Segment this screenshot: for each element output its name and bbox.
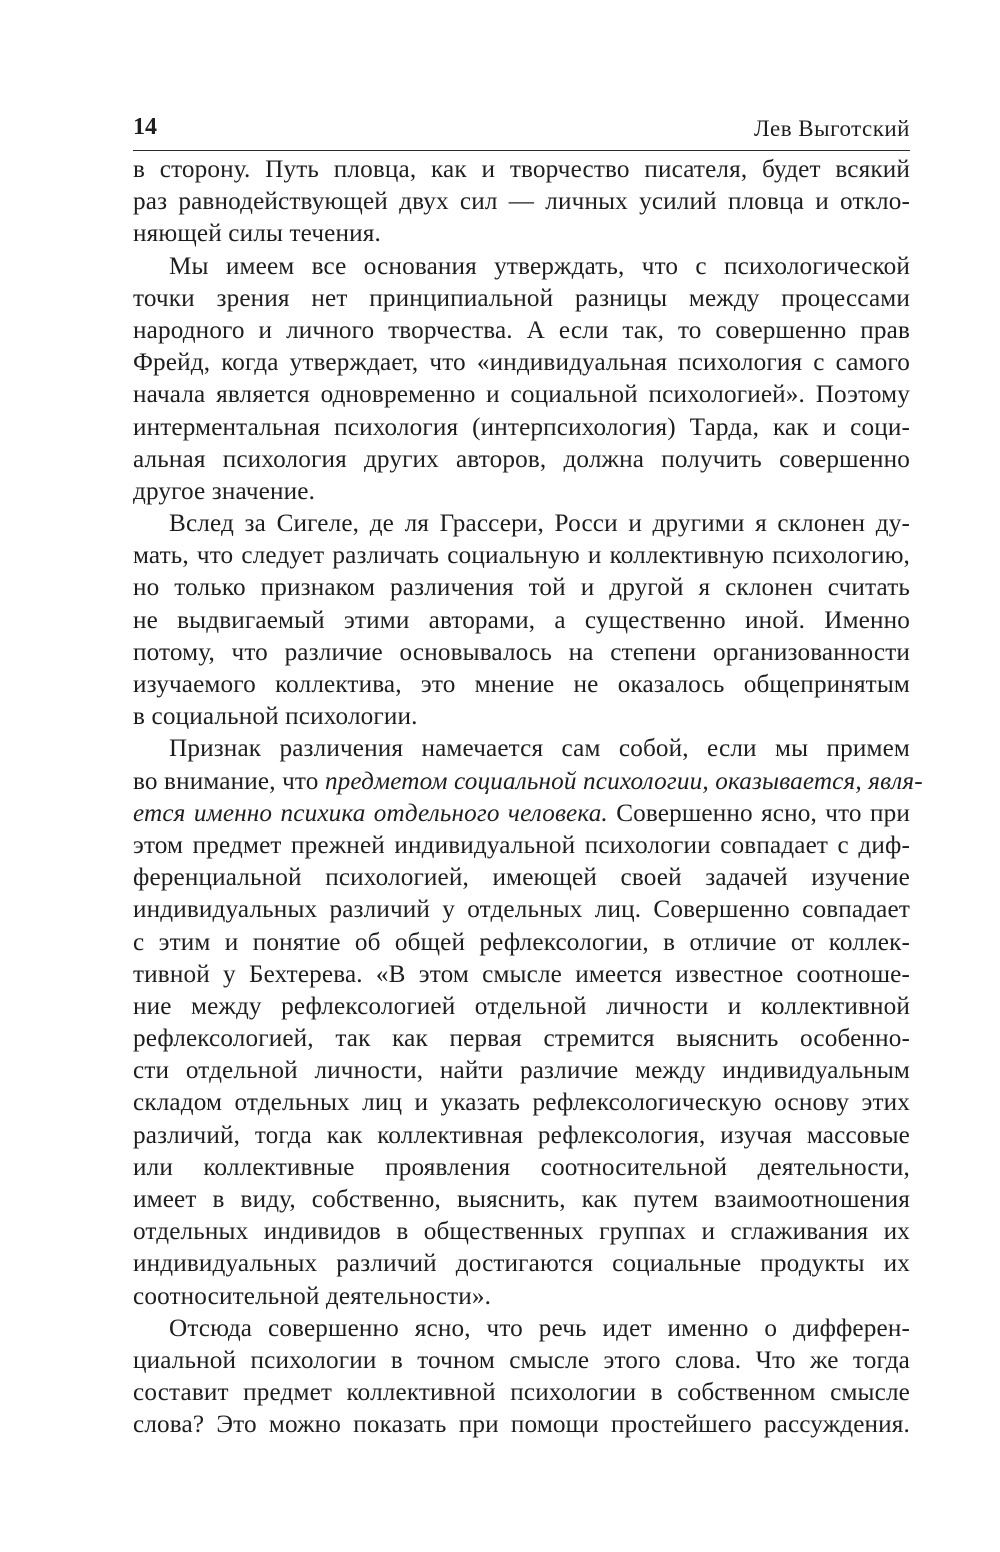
text-line: ференциальной психологией, имеющей своей задачей изучение	[133, 864, 910, 892]
text-line	[133, 798, 910, 830]
text-line: другое значение.	[133, 477, 316, 505]
text-line: имеет в виду, собственно, выяснить, как путем взаимоотношения	[133, 1186, 910, 1213]
text-line: Признак различения намечается сам собой, если мы примем	[169, 735, 910, 763]
page-number: 14	[133, 114, 157, 140]
text-line: рефлексологией, так как первая стремится выяснить особенно-	[133, 1025, 910, 1053]
text-line: народного и личного творчества. А если так, то совершенно прав	[133, 316, 910, 344]
text-line: в социальной психологии.	[133, 703, 418, 731]
text-span: Совершенно ясно, что при	[607, 799, 910, 827]
text-line: ние между рефлексологией отдельной личности и коллективной	[133, 992, 910, 1020]
text-line: этом предмет прежней индивидуальной психологии совпадает с диф-	[133, 831, 910, 859]
text-line: Отсюда совершенно ясно, что речь идет именно о дифферен-	[169, 1314, 910, 1342]
text-line: с этим и понятие об общей рефлексологии, в отличие от коллек-	[133, 928, 910, 956]
body-text	[133, 154, 923, 1442]
text-line: начала является одновременно и социальной психологией». Поэтому	[133, 381, 910, 409]
text-span: во внимание, что	[133, 767, 325, 795]
text-line: сти отдельной личности, найти различие между индивидуальным	[133, 1057, 910, 1085]
text-line: Фрейд, когда утверждает, что «индивидуальная психология с самого	[133, 349, 910, 377]
text-line: соотносительной деятельности».	[133, 1282, 492, 1310]
text-line: составит предмет коллективной психологии в собственном смысле	[133, 1379, 910, 1407]
text-line: альная психология других авторов, должна получить совершенно	[133, 445, 910, 473]
text-line: потому, что различие основывалось на степени организованности	[133, 638, 910, 666]
text-line: Вслед за Сигеле, де ля Грассери, Росси и другими я склонен ду-	[169, 510, 910, 538]
text-line: или коллективные проявления соотносительной деятельности,	[133, 1153, 910, 1181]
text-line: но только признаком различения той и другой я склонен считать	[133, 574, 910, 602]
text-line: отдельных индивидов в общественных группах и сглаживания их	[133, 1218, 910, 1246]
text-line: не выдвигаемый этими авторами, а существенно иной. Именно	[133, 606, 910, 634]
text-line: различий, тогда как коллективная рефлексология, изучая массовые	[133, 1121, 910, 1149]
text-line: индивидуальных различий у отдельных лиц. Совершенно совпадает	[133, 896, 910, 924]
text-line: циальной психологии в точном смысле этого слова. Что же тогда	[133, 1346, 910, 1374]
text-line: складом отдельных лиц и указать рефлексологическую основу этих	[133, 1089, 910, 1117]
page-header	[133, 110, 910, 151]
text-line: слова? Это можно показать при помощи простейшего рассуждения.	[133, 1411, 910, 1439]
text-line: раз равнодействующей двух сил — личных усилий пловца и откло-	[133, 188, 910, 216]
italic-emphasis: ется именно психика отдельного человека.	[133, 799, 608, 827]
text-line: тивной у Бехтерева. «В этом смысле имеется известное соотноше-	[133, 960, 910, 988]
running-head-author: Лев Выготский	[754, 116, 910, 141]
text-line: няющей силы течения.	[133, 220, 381, 248]
italic-emphasis: предметом социальной психологии, оказывается, явля-	[324, 767, 923, 795]
text-line: Мы имеем все основания утверждать, что с психологической	[169, 252, 910, 280]
text-line: в сторону. Путь пловца, как и творчество писателя, будет всякий	[133, 156, 910, 183]
text-line: точки зрения нет принципиальной разницы между процессами	[133, 284, 910, 312]
text-line: изучаемого коллектива, это мнение не оказалось общепринятым	[133, 671, 910, 698]
text-line: мать, что следует различать социальную и коллективную психологию,	[133, 542, 910, 570]
text-line: интерментальная психология (интерпсихология) Тарда, как и соци-	[133, 413, 910, 441]
text-line	[133, 766, 923, 798]
text-line: индивидуальных различий достигаются социальные продукты их	[133, 1250, 910, 1278]
